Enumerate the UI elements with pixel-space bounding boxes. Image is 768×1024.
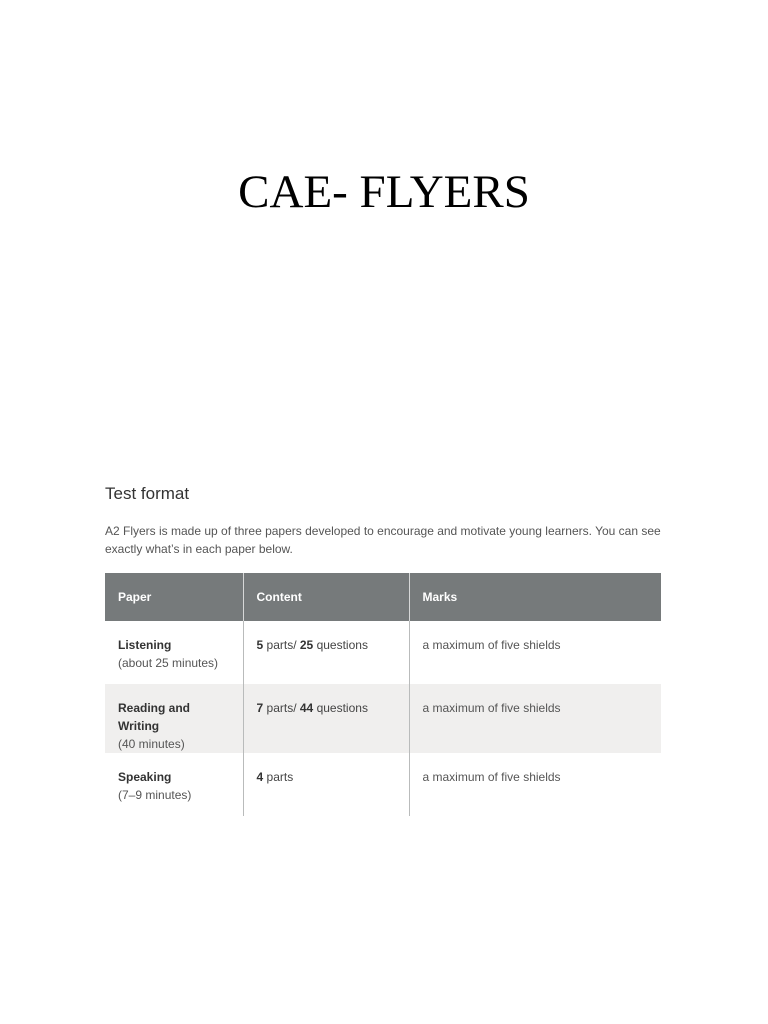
questions-count: 44 bbox=[299, 701, 314, 715]
table-row-reading-writing bbox=[105, 684, 661, 753]
marks-text: a maximum of five shields bbox=[422, 770, 561, 784]
header-marks: Marks bbox=[409, 573, 661, 621]
parts-label: parts/ bbox=[263, 701, 300, 715]
content-cell bbox=[243, 753, 409, 816]
questions-label: questions bbox=[313, 701, 368, 715]
marks-cell bbox=[409, 753, 661, 816]
marks-cell bbox=[409, 684, 661, 753]
paper-duration: (40 minutes) bbox=[118, 737, 185, 751]
parts-label: parts bbox=[263, 770, 294, 784]
paper-cell bbox=[105, 753, 243, 816]
marks-text: a maximum of five shields bbox=[422, 638, 561, 652]
test-format-table bbox=[105, 573, 661, 816]
paper-cell bbox=[105, 621, 243, 684]
questions-count: 25 bbox=[299, 638, 314, 652]
table-row-listening bbox=[105, 621, 661, 684]
parts-count: 5 bbox=[256, 638, 264, 652]
test-format-section bbox=[105, 482, 661, 816]
intro-paragraph: A2 Flyers is made up of three papers developed to encourage and motivate young learners. You can see exactly what’s in each paper below. bbox=[105, 524, 661, 556]
paper-name: Speaking bbox=[118, 770, 172, 784]
table-header-row bbox=[105, 573, 661, 621]
questions-label: questions bbox=[313, 638, 368, 652]
paper-cell bbox=[105, 684, 243, 753]
table-row-speaking bbox=[105, 753, 661, 816]
header-paper: Paper bbox=[105, 573, 243, 621]
parts-count: 7 bbox=[256, 701, 264, 715]
parts-count: 4 bbox=[256, 770, 264, 784]
content-cell bbox=[243, 684, 409, 753]
paper-name: Listening bbox=[118, 638, 172, 652]
parts-label: parts/ bbox=[263, 638, 300, 652]
content-cell bbox=[243, 621, 409, 684]
marks-cell bbox=[409, 621, 661, 684]
paper-duration: (about 25 minutes) bbox=[118, 656, 219, 670]
page-title: CAE- FLYERS bbox=[238, 166, 530, 218]
paper-duration: (7–9 minutes) bbox=[118, 788, 192, 802]
section-heading: Test format bbox=[105, 484, 190, 503]
paper-name: Reading and Writing bbox=[118, 701, 191, 733]
marks-text: a maximum of five shields bbox=[422, 701, 561, 715]
header-content: Content bbox=[243, 573, 409, 621]
